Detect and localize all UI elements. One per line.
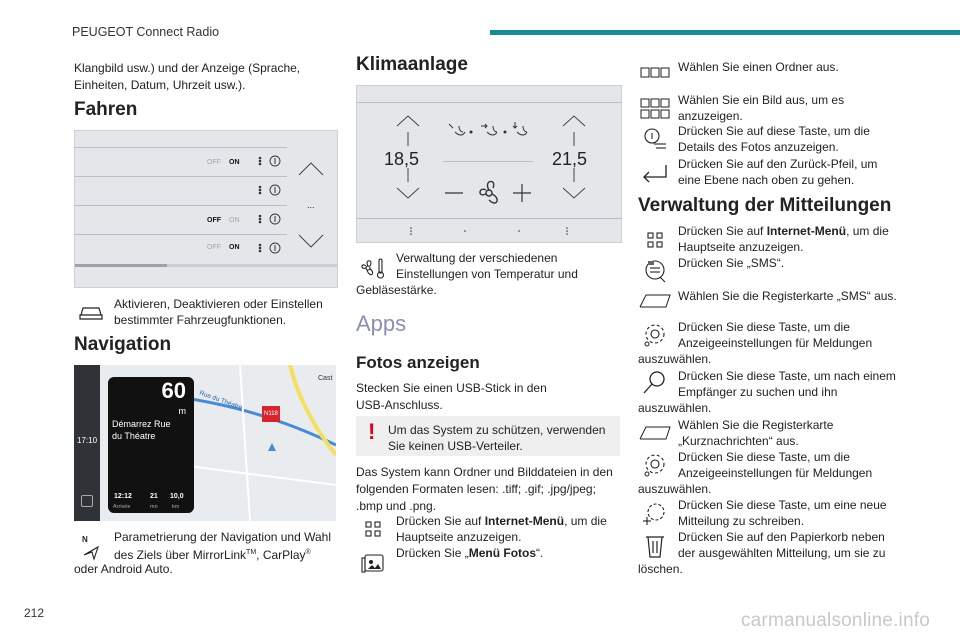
klima-divider <box>443 161 533 162</box>
scroll-up-icon[interactable] <box>297 161 325 177</box>
nav-km: 10,0 <box>170 493 184 500</box>
toggle-on-label: ON <box>229 217 240 224</box>
toggle-row-3[interactable] <box>207 213 240 229</box>
desc-line: Drücken Sie diese Taste, um eine neue <box>678 498 887 512</box>
desc-fragment: , CarPlay <box>256 548 306 562</box>
step-line <box>396 513 622 529</box>
nav-instruction-line-2: du Théatre <box>112 431 156 441</box>
row-divider <box>75 147 287 148</box>
bold-term: Menü Fotos <box>468 546 537 560</box>
desc-line: Drücken Sie auf diese Taste, um die <box>678 124 870 138</box>
temperature-left: 18,5 <box>384 149 420 169</box>
msg-step-2: Drücken Sie „SMS“. <box>678 256 785 270</box>
svg-text:N: N <box>82 535 88 544</box>
text-fragment: , um die <box>846 224 889 238</box>
row-option-icons <box>257 153 283 263</box>
toggle-off-label: OFF <box>207 244 221 251</box>
tab-icon <box>638 285 672 315</box>
nav-arrival-time: 12:12 <box>114 493 132 500</box>
msg-step-9-tail: löschen. <box>638 562 683 576</box>
desc-fragment: des Ziels über MirrorLink <box>114 548 247 562</box>
usb-warning-box <box>356 416 620 456</box>
desc-line: Aktivieren, Deaktivieren oder Einstellen <box>114 297 323 311</box>
fotos-intro <box>356 380 622 414</box>
photos-menu-icon <box>356 548 390 578</box>
text-fragment: , um die <box>564 514 607 528</box>
row-divider <box>75 176 287 177</box>
step-line <box>678 223 900 239</box>
nav-guidance-card <box>108 377 194 513</box>
desc-line: Parametrierung der Navigation und Wahl <box>114 530 332 544</box>
text-fragment: Drücken Sie „ <box>396 546 469 560</box>
warning-text <box>388 422 605 454</box>
airflow-mode-icons[interactable] <box>441 120 537 142</box>
toggle-on-label: ON <box>229 244 240 251</box>
para-line: Das System kann Ordner und Bilddateien in den <box>356 465 613 479</box>
watermark: carmanualsonline.info <box>740 610 930 631</box>
msg-step-4-tail: auszuwählen. <box>638 352 712 366</box>
intro-line-1: Klangbild usw.) und der Anzeige (Sprache, <box>74 61 301 75</box>
desc-line: Anzeigeeinstellungen für Meldungen <box>678 466 873 480</box>
toggle-row-1[interactable] <box>207 155 240 171</box>
msg-step-8 <box>678 497 900 529</box>
fotos-heading: Fotos anzeigen <box>356 353 480 372</box>
image-grid-icon <box>638 94 672 124</box>
desc-line: anzuzeigen. <box>678 109 743 123</box>
scroll-down-icon[interactable] <box>297 233 325 249</box>
page-number: 212 <box>24 606 45 620</box>
msg-step-7-tail: auszuwählen. <box>638 482 712 496</box>
toggle-off-label: OFF <box>207 217 221 224</box>
details-icon <box>638 124 672 154</box>
new-message-icon <box>638 499 672 529</box>
settings-gear-icon <box>638 320 672 350</box>
msg-step-5-tail: auszuwählen. <box>638 401 712 415</box>
desc-line: Gebläsestärke. <box>356 283 437 297</box>
text-fragment: Drücken Sie auf <box>396 514 485 528</box>
desc-line: Drücken Sie diese Taste, um die <box>678 450 850 464</box>
back-arrow-icon <box>638 157 672 187</box>
toggle-off-label: OFF <box>207 159 221 166</box>
klima-page-dots-icon <box>407 226 577 236</box>
back-text <box>678 156 900 188</box>
temperature-right: 21,5 <box>552 149 588 169</box>
internet-menu-grid-icon <box>638 225 672 255</box>
klima-screenshot <box>356 85 622 243</box>
nav-minutes-label: mn <box>150 504 158 510</box>
desc-line: eine Ebene nach oben zu gehen. <box>678 173 855 187</box>
desc-line: „Kurznachrichten“ aus. <box>678 434 799 448</box>
internet-menu-grid-icon <box>356 514 390 544</box>
folder-select-text: Wählen Sie einen Ordner aus. <box>678 60 839 74</box>
navigation-description-tail: oder Android Auto. <box>74 562 173 576</box>
desc-line: Verwaltung der verschiedenen <box>396 251 558 265</box>
msg-step-4 <box>678 319 900 351</box>
details-text <box>678 123 900 155</box>
para-line: USB-Anschluss. <box>356 398 443 412</box>
nav-km-label: km <box>172 504 180 510</box>
klima-bottom-line <box>357 218 621 219</box>
intro-line-2: Einheiten, Datum, Uhrzeit usw.). <box>74 78 246 92</box>
text-fragment: Drücken Sie auf <box>678 224 767 238</box>
page-header-title: PEUGEOT Connect Radio <box>72 25 220 39</box>
scroll-indicator <box>75 264 167 267</box>
trash-icon <box>638 531 672 561</box>
desc-line: Drücken Sie auf den Papierkorb neben <box>678 530 885 544</box>
msg-step-9 <box>678 529 900 561</box>
msg-step-6 <box>678 417 900 449</box>
row-divider <box>75 234 287 235</box>
desc-line: Wählen Sie die Registerkarte <box>678 418 834 432</box>
fahren-heading: Fahren <box>74 99 138 120</box>
warning-exclamation-icon: ! <box>368 419 376 444</box>
step-line: Hauptseite anzuzeigen. <box>396 530 522 544</box>
fotos-step-2 <box>396 545 622 561</box>
fahren-description <box>114 296 336 328</box>
text-fragment: “. <box>536 546 544 560</box>
fahren-screenshot <box>74 130 338 288</box>
settings-gear-icon <box>638 450 672 480</box>
trademark-sup: TM <box>246 549 257 556</box>
header-accent-bar <box>490 30 960 35</box>
desc-line: der ausgewählten Mitteilung, um sie zu <box>678 546 886 560</box>
msg-step-3: Wählen Sie die Registerkarte „SMS“ aus. <box>678 289 897 303</box>
desc-line: Empfänger zu suchen und ihn <box>678 385 838 399</box>
desc-line: Drücken Sie diese Taste, um nach einem <box>678 369 896 383</box>
row-divider <box>75 205 287 206</box>
warning-line: Sie keinen USB-Verteiler. <box>388 439 523 453</box>
step-line: Hauptseite anzuzeigen. <box>678 240 804 254</box>
fan-speed-controls-icon[interactable] <box>443 176 535 210</box>
toggle-row-4[interactable] <box>207 240 240 256</box>
toggle-on-label: ON <box>229 159 240 166</box>
nav-distance: 60 <box>161 378 186 403</box>
desc-line: bestimmter Fahrzeugfunktionen. <box>114 313 287 327</box>
msg-step-5 <box>678 368 900 400</box>
nav-road-badge: N118 <box>262 406 280 422</box>
tab-icon <box>638 417 672 447</box>
more-indicator: ... <box>307 200 315 210</box>
navigation-description <box>114 529 336 563</box>
fotos-formats <box>356 464 622 515</box>
search-icon <box>638 368 672 398</box>
nav-home-icon[interactable] <box>81 495 93 507</box>
sms-icon <box>638 256 672 286</box>
car-icon <box>74 296 108 326</box>
desc-line: Anzeigeeinstellungen für Meldungen <box>678 336 873 350</box>
image-select-text <box>678 92 900 124</box>
folder-grid-icon <box>638 58 672 88</box>
bold-term: Internet-Menü <box>766 224 847 238</box>
desc-line: Wählen Sie ein Bild aus, um es <box>678 93 845 107</box>
nav-city-label: Cast <box>318 375 333 382</box>
klima-top-line <box>357 102 621 103</box>
nav-clock: 17:10 <box>77 436 98 445</box>
para-line: .bmp und .png. <box>356 499 437 513</box>
navigation-heading: Navigation <box>74 334 172 355</box>
navigation-screenshot <box>74 365 336 521</box>
desc-line: Drücken Sie diese Taste, um die <box>678 320 850 334</box>
desc-line: Mitteilung zu schreiben. <box>678 514 805 528</box>
mitteilungen-heading: Verwaltung der Mitteilungen <box>638 195 892 216</box>
apps-heading: Apps <box>356 311 407 336</box>
desc-line: Details des Fotos anzuzeigen. <box>678 140 839 154</box>
registered-sup: ® <box>305 549 311 556</box>
bold-term: Internet-Menü <box>484 514 565 528</box>
klimaanlage-heading: Klimaanlage <box>356 54 468 75</box>
nav-street-label: Rue du Théatre <box>198 389 244 412</box>
msg-step-1 <box>678 223 900 255</box>
nav-sidebar <box>74 365 100 521</box>
para-line: Stecken Sie einen USB-Stick in den <box>356 381 547 395</box>
navigation-icon <box>74 531 108 561</box>
para-line: folgenden Formaten lesen: .tiff; .gif; .jpg/jpeg; <box>356 482 596 496</box>
nav-minutes: 21 <box>150 493 158 500</box>
nav-distance-unit: m <box>178 406 186 416</box>
desc-line: Drücken Sie auf den Zurück-Pfeil, um <box>678 157 878 171</box>
nav-arrival-label: Arrivée <box>113 504 131 510</box>
fotos-step-1 <box>396 513 622 545</box>
warning-line: Um das System zu schützen, verwenden <box>388 423 606 437</box>
desc-line: Einstellungen von Temperatur und <box>396 267 578 281</box>
klima-description-tail <box>356 266 622 298</box>
intro-paragraph <box>74 60 336 94</box>
msg-step-7 <box>678 449 900 481</box>
nav-instruction-line-1: Démarrez Rue <box>112 419 171 429</box>
